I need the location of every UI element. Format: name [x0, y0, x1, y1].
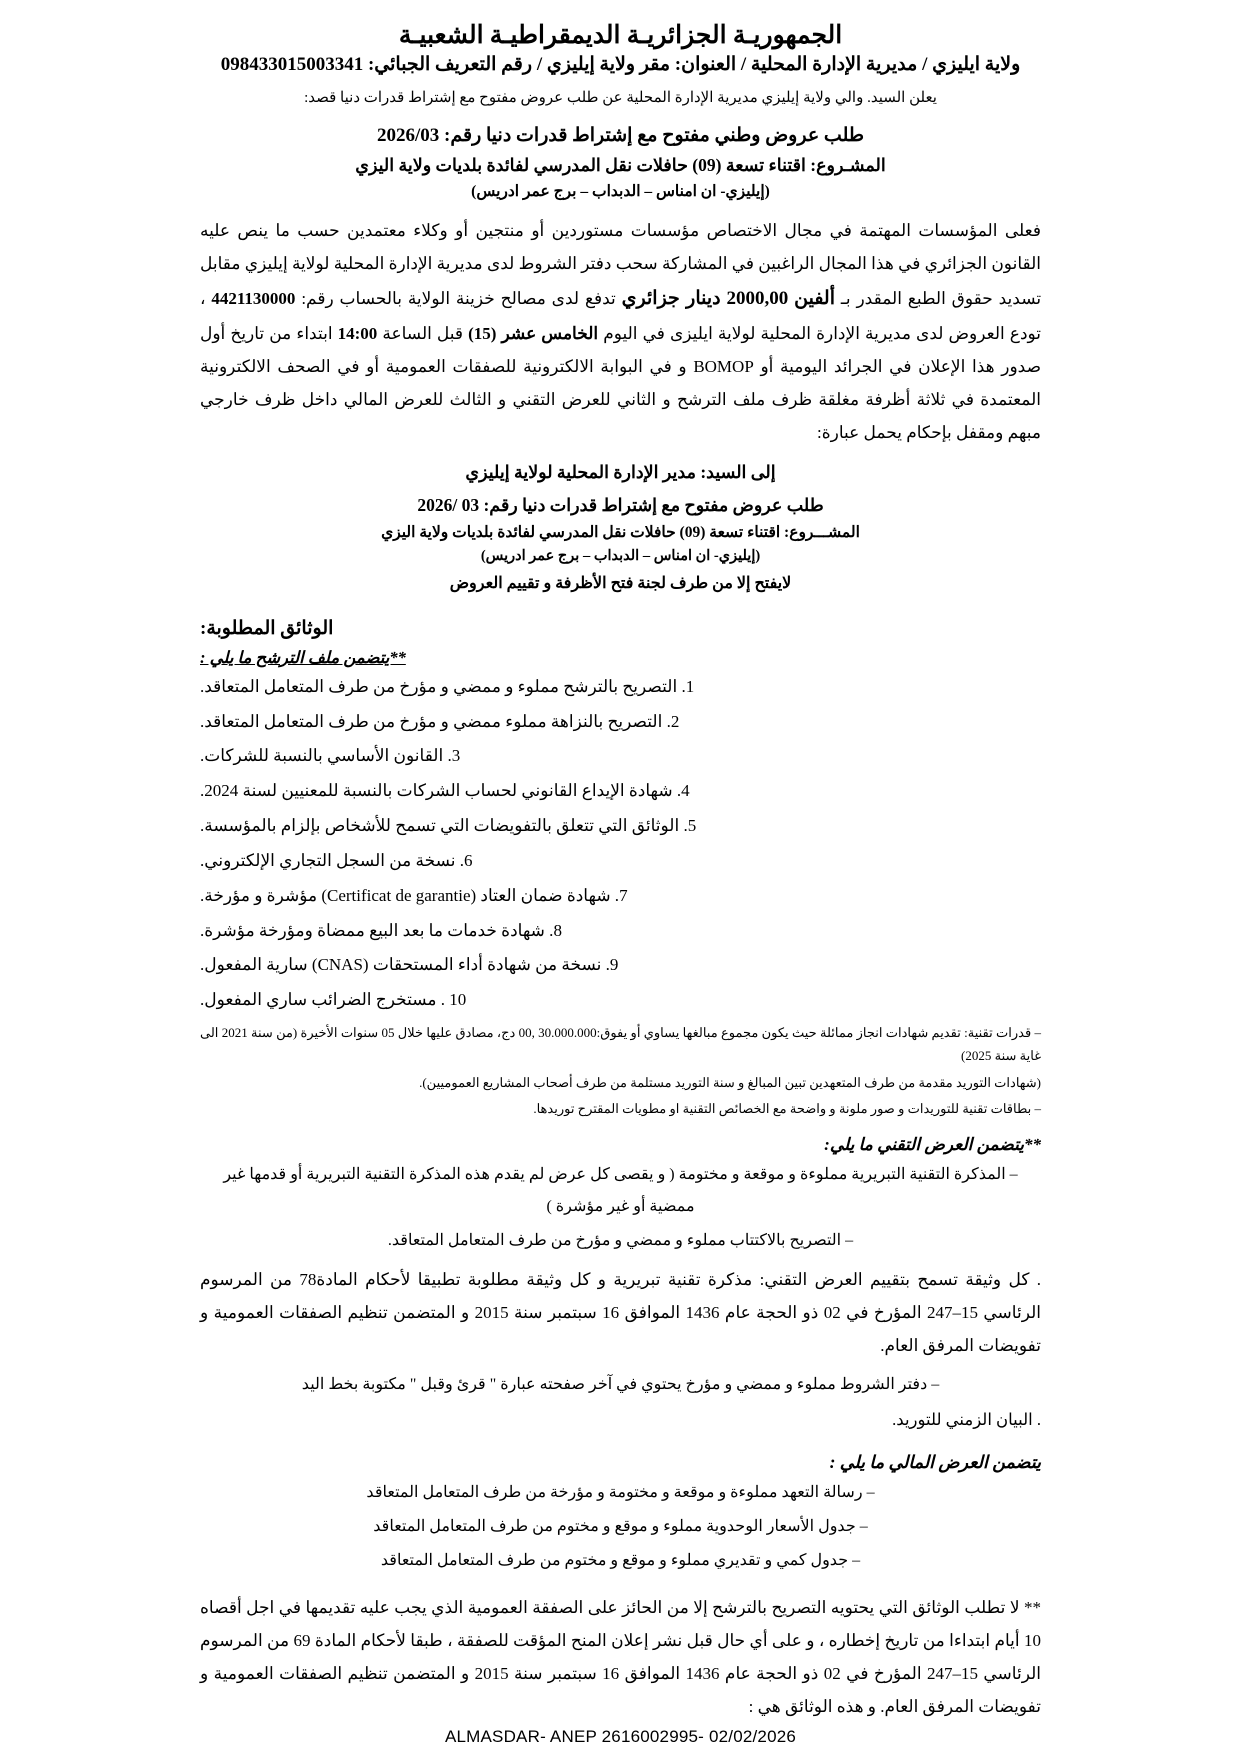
list-item: 5. الوثائق التي تتعلق بالتفويضات التي تسمح للأشخاص بإلزام بالمؤسسة.	[200, 816, 697, 836]
page-title: الجمهوريـة الجزائريـة الديمقراطيـة الشعبيـة	[398, 22, 843, 49]
bomop-label: BOMOP	[693, 357, 754, 377]
deadline-day-number: (15)	[468, 324, 497, 344]
price-words-before: ألفين	[794, 287, 836, 309]
technical-item: – التصريح بالاكتتاب مملوء و ممضي و مؤرخ من طرف المتعامل المتعاقد.	[387, 1232, 854, 1250]
project-title: المشـروع: اقتناء تسعة (09) حافلات نقل المدرسي لفائدة بلديات ولاية اليزي	[355, 155, 886, 176]
list-item: 10 . مستخرج الضرائب ساري المفعول.	[200, 990, 467, 1010]
project-places: (إيليزي- ان امناس – الدبداب – برج عمر ادريس)	[471, 183, 770, 201]
price-currency: دينار جزائري	[621, 287, 721, 309]
financial-item: – رسالة التعهد مملوءة و موقعة و مختومة و مؤرخة من طرف المتعامل المتعاقد	[366, 1483, 875, 1501]
technical-capacity-note: – قدرات تقنية: تقديم شهادات انجاز ممائلة حيث يكون مجموع مبالغها يساوي أو يفوق:30.000.000 ,00 دج، مصادق عليها خلال 05 سنوات الأخيرة (من سنة 2021 الى غاية سنة 2025)	[200, 1025, 1041, 1063]
envelope-project-line: المشـــروع: اقتناء تسعة (09) حافلات نقل المدرسي لفائدة بلديات ولاية اليزي	[381, 524, 860, 542]
list-item: 6. نسخة من السجل التجاري الإلكتروني.	[200, 850, 473, 870]
required-documents-heading: الوثائق المطلوبة:	[200, 617, 334, 639]
candidacy-file-heading: **يتضمن ملف الترشح ما يلي :	[200, 647, 406, 667]
authority-line: ولاية ايليزي / مديرية الإدارة المحلية / العنوان: مقر ولاية إيليزي / رقم التعريف الجبائي: 098433015003341	[220, 54, 1021, 76]
treasury-account-number: 4421130000	[211, 288, 296, 308]
body-text-part-2b: ، تودع العروض لدى مديرية الإدارة المحلية لولاية ايليزى في اليوم	[200, 288, 1042, 344]
envelope-tender-line: طلب عروض مفتوح مع إشتراط قدرات دنيا رقم: 03 /2026	[417, 495, 824, 516]
list-item: 8. شهادة خدمات ما بعد البيع ممضاة ومؤرخة مؤشرة.	[200, 920, 562, 940]
body-text-part-2a: تدفع لدى مصالح خزينة الولاية بالحساب رقم:	[301, 288, 616, 308]
final-note-paragraph: ** لا تطلب الوثائق التي يحتويه التصريح بالترشح إلا من الحائز على الصفقة العمومية الذي يجب عليه تقديمها في اجل أقصاه 10 أيام ابتداءا من تاريخ إخطاره ، و على أي حال قبل نشر إعلان المنح المؤقت للصفقة ، طبقا لأحكام المادة 69 من المرسوم الرئاسي 15–247 المؤرخ في 02 ذو الحجة عام 1436 الموافق 16 سبتمبر سنة 2015 و المتضمن تنظيم الصفقات العمومية و تفويضات المرفق العام. و هذه الوثائق هي :	[200, 1597, 1041, 1716]
supply-certificates-note: (شهادات التوريد مقدمة من طرف المتعهدين تبين المبالغ و سنة التوريد مستلمة من طرف أصحاب المشاريع العموميين).	[419, 1074, 1041, 1090]
deadline-day-word: الخامس عشر	[501, 324, 599, 344]
envelope-places-line: (إيليزي- ان امناس – الدبداب – برج عمر ادريس)	[480, 548, 761, 565]
financial-offer-heading: يتضمن العرض المالي ما يلي :	[829, 1451, 1041, 1472]
list-item: 2. التصريح بالنزاهة مملوء ممضي و مؤرخ من طرف المتعامل المتعاقد.	[200, 711, 680, 731]
body-text-part-2e: و في البوابة الالكترونية للصفقات العمومية أو في الصحف الالكترونية المعتمدة في ثلاثة أظرفة مغلقة ظرف ملف الترشح و الثاني للعرض التقني و الثالث للعرض المالي داخل ظرف خارجي مبهم ومقفل بإحكام يحمل عبارة:	[200, 357, 1041, 443]
announcement-intro: يعلن السيد. والي ولاية إيليزي مديرية الإدارة المحلية عن طلب عروض مفتوح مع إشتراط قدرات دنيا قصد:	[304, 89, 937, 106]
envelope-recipient: إلى السيد: مدير الإدارة المحلية لولاية إيليزي	[465, 461, 776, 482]
main-body-paragraph	[200, 214, 1041, 450]
list-item: 3. القانون الأساسي بالنسبة للشركات.	[200, 746, 461, 766]
list-item: 1. التصريح بالترشح مملوء و ممضي و مؤرخ من طرف المتعامل المتعاقد.	[200, 676, 695, 696]
technical-cards-note: – بطاقات تقنية للتوريدات و صور ملونة و واضحة مع الخصائص التقنية او مطويات المقترح توريدها.	[533, 1101, 1041, 1117]
envelope-address-block	[200, 458, 1041, 597]
list-item: 4. شهادة الإيداع القانوني لحساب الشركات بالنسبة للمعنيين لسنة 2024.	[200, 781, 690, 801]
financial-item: – جدول الأسعار الوحدوية مملوء و موقع و مختوم من طرف المتعامل المتعاقد	[373, 1517, 868, 1535]
tender-title: طلب عروض وطني مفتوح مع إشتراط قدرات دنيا رقم: 2026/03	[377, 124, 864, 146]
technical-item: – المذكرة التقنية التبريرية مملوءة و موقعة و مختومة ( و يقصى كل عرض لم يقدم هذه المذكرة التقنية التبريرية أو قدمها غير ممضية أو غير مؤشرة )	[223, 1166, 1018, 1216]
deadline-time: 14:00	[337, 324, 378, 344]
technical-offer-heading: **يتضمن العرض التقني ما يلي:	[824, 1135, 1041, 1155]
body-text-part-2c: قبل الساعة	[382, 324, 464, 344]
stamp-fee-amount: 2000,00	[726, 287, 789, 309]
financial-item: – جدول كمي و تقديري مملوء و موقع و مختوم من طرف المتعامل المتعاقد	[380, 1551, 861, 1569]
technical-item-decree: . كل وثيقة تسمح بتقييم العرض التقني: مذكرة تقنية تبريرية و كل وثيقة مطلوبة تطبيقا لأحكام المادة78 من المرسوم الرئاسي 15–247 المؤرخ في 02 ذو الحجة عام 1436 الموافق 16 سبتمبر سنة 2015 و المتضمن تنظيم الصفقات العمومية و تفويضات المرفق العام.	[200, 1270, 1041, 1356]
body-text-part-1: فعلى المؤسسات المهتمة في مجال الاختصاص مؤسسات مستوردين أو منتجين أو وكلاء معتمدين حسب ما ينص عليه القانون الجزائري في هذا المجال الراغبين في المشاركة سحب دفتر الشروط لدى مديرية الإدارة المحلية لولاية إيليزي مقابل تسديد حقوق الطبع المقدر بـ	[200, 220, 1042, 308]
technical-item: – دفتر الشروط مملوء و ممضي و مؤرخ يحتوي في آخر صفحته عبارة " قرئ وقبل " مكتوبة بخط اليد	[301, 1375, 940, 1393]
technical-item: . البيان الزمني للتوريد.	[892, 1409, 1041, 1429]
envelope-warning: لايفتح إلا من طرف لجنة فتح الأظرفة و تقييم العروض	[449, 575, 792, 593]
list-item: 7. شهادة ضمان العتاد (Certificat de garantie) مؤشرة و مؤرخة.	[200, 885, 628, 905]
candidacy-documents-list	[200, 670, 1041, 1018]
anep-footer-reference: ALMASDAR- ANEP 2616002995- 02/02/2026	[444, 1727, 797, 1747]
list-item: 9. نسخة من شهادة أداء المستحقات (CNAS) سارية المفعول.	[200, 955, 619, 975]
body-text-part-2d: ابتداء من تاريخ أول صدور هذا الإعلان في الجرائد اليومية أو	[200, 324, 1042, 377]
